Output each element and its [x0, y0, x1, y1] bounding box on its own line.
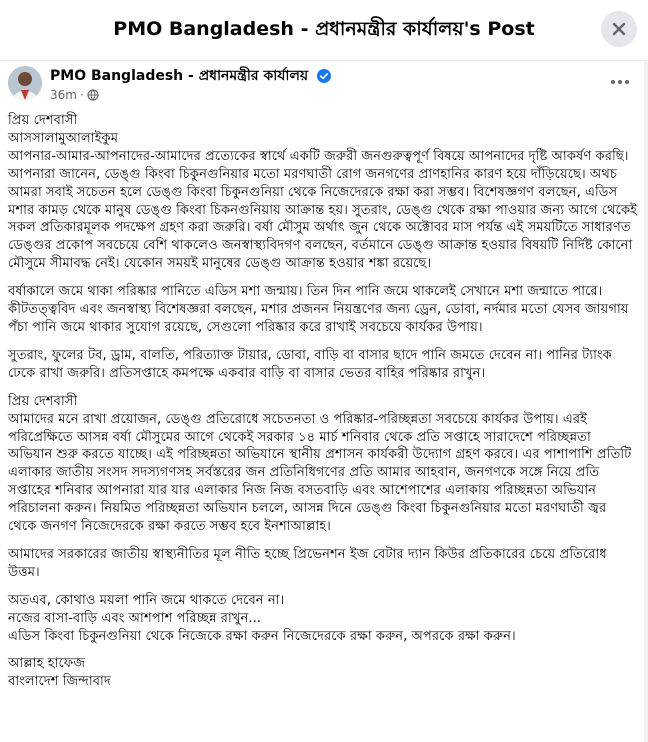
avatar-image: [8, 66, 42, 100]
more-options-icon: [610, 79, 630, 85]
meta-separator: ·: [79, 88, 84, 102]
modal-header: [0, 0, 648, 61]
post-paragraph-2: বর্ষাকালে জমে থাকা পরিষ্কার পানিতে এডিস মশা জন্মায়। তিন দিন পানি জমে থাকলেই সেখানে মশা জন্মাতে পারে। কীটতত্ত্ববিদ এবং জনস্বাস্থ্য বিশেষজ্ঞরা বলছেন, মশার প্রজনন নিয়ন্ত্রণের জন্য ড্রেন, ডোবা, নর্দমার মতো যেসব জায়গায় পঁচা পানি জমে থাকার সুযোগ রয়েছে, সেগুলো পরিষ্কার করে রাখাই সবচেয়ে কার্যকর উপায়।: [8, 284, 629, 335]
post-salam: আসসালামুআলাইকুম: [8, 130, 119, 146]
post-paragraph-4: আমাদের মনে রাখা প্রয়োজন, ডেঙ্গু প্রতিরোধে সচেতনতা ও পরিষ্কার-পরিচ্ছন্নতা সবচেয়ে কার্যকর উপায়। এরই পরিপ্রেক্ষিতে আসন্ন বর্ষা মৌসুমের আগে থেকেই সরকার ১৪ মার্চ শনিবার থেকে প্রতি সপ্তাহে সারাদেশে পরিচ্ছন্নতা অভিযান শুরু করতে যাচ্ছে। এই পরিচ্ছন্নতা অভিযানে স্থানীয় প্রশাসন কার্যকরী উদ্যোগ গ্রহণ করবে। এর পাশাপাশি প্রতিটি এলাকার জাতীয় সংসদ সদস্যগণসহ সর্বস্তরের জন প্রতিনিধিগণের প্রতি আমার আহবান, জনগণকে সঙ্গে নিয়ে প্রতি সপ্তাহের শনিবার আপনারা যার যার এলাকার নিজ নিজ বসতবাড়ি এবং আশেপাশের এলাকায় পরিচ্ছন্নতা অভিযান পরিচালনা করুন। নিয়মিত পরিচ্ছন্নতা অভিযান চললে, আসন্ন দিনে ডেঙ্গু কিংবা চিকুনগুনিয়ার মতো মরণঘাতী জ্বর থেকে জনগণ নিজেদেরকে রক্ষা করতে সম্ভব হবে ইনশাআল্লাহ।: [8, 411, 632, 535]
post-paragraph-7: নজের বাসা-বাড়ি এবং আশপাশ পরিচ্ছন্ন রাখুন...: [8, 610, 261, 626]
globe-icon[interactable]: [87, 89, 99, 101]
post-paragraph-5: আমাদের সরকারের জাতীয় স্বাস্থ্যনীতির মূল নীতি হচ্ছে প্রিভেনশন ইজ বেটার দ্যান কিউর প্রতিকারের চেয়ে প্রতিরোধ উত্তম।: [8, 546, 607, 580]
post-header: [0, 60, 648, 112]
modal-title: PMO Bangladesh - প্রধানমন্ত্রীর কার্যালয়'s Post: [113, 18, 535, 40]
avatar[interactable]: [8, 66, 42, 100]
post-time[interactable]: 36m: [50, 88, 77, 102]
post-signoff-1: আল্লাহ হাফেজ: [8, 656, 86, 672]
post-signoff-2: বাংলাদেশ জিন্দাবাদ: [8, 674, 111, 690]
post-greeting-2: প্রিয় দেশবাসী: [8, 393, 78, 409]
more-options-button[interactable]: [606, 72, 634, 92]
author-name[interactable]: [50, 67, 331, 85]
author-name-text[interactable]: PMO Bangladesh - প্রধানমন্ত্রীর কার্যালয়: [50, 68, 309, 84]
post-paragraph-8: এডিস কিংবা চিকুনগুনিয়া থেকে নিজেকে রক্ষা করুন নিজেদেরকে রক্ষা করুন, অপরকে রক্ষা করুন।: [8, 628, 516, 644]
post-greeting: প্রিয় দেশবাসী: [8, 113, 78, 128]
post-paragraph-1: আপনার-আমার-আপনাদের-আমাদের প্রত্যেকের স্বার্থে একটি জরুরী জনগুরুত্বপূর্ণ বিষয়ে আপনাদের দৃষ্টি আকর্ষণ করছি। আপনারা জানেন, ডেঙ্গু কিংবা চিকুনগুনিয়ার মতো মরণঘাতী রোগ জনগণের প্রাণহানির কারণ হয়ে দাঁড়িয়েছে। অথচ আমরা সবাই সচেতন হলে ডেঙ্গু কিংবা চিকুনগুনিয়া থেকে নিজেদেরকে রক্ষা করা সম্ভব। বিশেষজ্ঞগণ বলছেন, এডিস মশার কামড় থেকে মানুষ ডেঙ্গু কিংবা চিকনগুনিয়ায় আক্রান্ত হয়। সুতরাং, ডেঙ্গু থেকে রক্ষা পাওয়ার জন্য আগে থেকেই সকল প্রতিকারমূলক পদক্ষেপ গ্রহণ করা জরুরি। বর্ষা মৌসুম অর্থাৎ জুন থেকে অক্টোবর মাস পর্যন্ত এই সময়টিতে সাধারণত ডেঙ্গুর প্রকোপ সবচেয়ে বেশি থাকলেও জনস্বাস্থ্যবিদগণ বলছেন, বর্তমানে ডেঙ্গু আক্রান্ত হওয়ার বিষয়টি নির্দিষ্ট কোনো মৌসুমে সীমাবদ্ধ নেই। যেকোন সময়ই মানুষের ডেঙ্গু আক্রান্ত হওয়ার শঙ্কা রয়েছে।: [8, 148, 638, 272]
close-button[interactable]: [601, 11, 637, 47]
post-meta: [50, 87, 99, 103]
verified-badge-icon: [317, 69, 331, 83]
post-paragraph-3: সুতরাং, ফুলের টব, ড্রাম, বালতি, পরিত্যাক্ত টায়ার, ডোবা, বাড়ি বা বাসার ছাদে পানি জমতে দেবেন না। পানির ট্যাংক ঢেকে রাখা জরুরি। প্রতিসপ্তাহে কমপক্ষে একবার বাড়ি বা বাসার ভেতর বাহির পরিষ্কার রাখুন।: [8, 347, 612, 381]
close-icon: [611, 21, 627, 37]
post-body: [8, 112, 638, 691]
scrollbar-track[interactable]: [644, 60, 648, 742]
post-paragraph-6: অতএব, কোথাও ময়লা পানি জমে থাকতে দেবেন না।: [8, 592, 285, 608]
